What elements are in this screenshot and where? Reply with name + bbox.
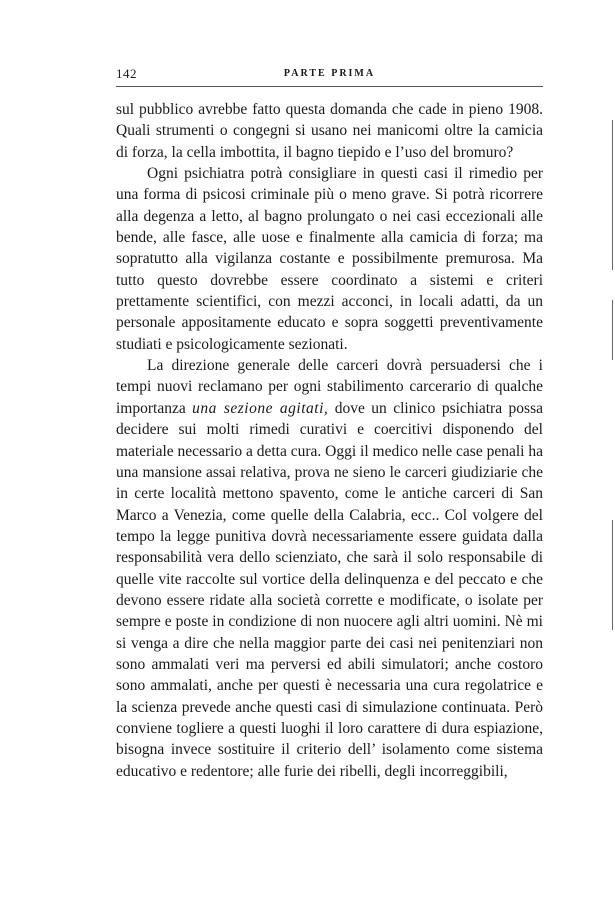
scan-edge-mark xyxy=(612,300,613,360)
running-head: PARTE PRIMA xyxy=(283,68,376,79)
header-rule xyxy=(116,86,543,87)
paragraph-2-text: Ogni psichiatra potrà consigliare in questi casi il rimedio per una forma di psicosi criminale più o meno grave. Si potrà ricorrere alla degenza a letto, al bagno prolungato o nei casi eccezionali alle bende, alle fasce, alle uose e finalmente alla camicia di forza; ma sopratutto alla vigilanza costante e possibilmente premurosa. Ma tutto questo dovrebbe essere coordinato a sistemi e criteri prettamente scientifici, con mezzi acconci, in locali adatti, da un personale appositamente educato e sopra soggetti preventivamente studiati e psicologicamente sezionati. xyxy=(116,165,543,353)
paragraph-3 xyxy=(116,355,543,782)
paragraph-3-text-before: La direzione generale delle carceri dovrà persuadersi che i tempi nuovi reclamano per ogni stabilimento carcerario di qualche importanza xyxy=(116,357,543,417)
body-text xyxy=(116,99,543,782)
italic-emphasis: una sezione agitati, xyxy=(192,399,329,417)
scan-edge-mark xyxy=(612,520,613,630)
paragraph-3-text-after: dove un clinico psichiatra possa decidere sui molti rimedi curativi e coercitivi disponendo del materiale necessario a detta cura. Oggi il medico nelle case penali ha una mansione assai relativa, prova ne sieno le carceri giudiziarie che in certe località mettono spavento, come le antiche carceri di San Marco a Venezia, come quelle della Calabria, ecc.. Col volgere del tempo la legge punitiva dovrà necessariamente essere guidata dalla responsabilità vera dello scienziato, che sarà il solo responsabile di quelle vite raccolte sul vortice della delinquenza e del peccato e che devono essere ridate alla società corrette e modificate, o isolate per sempre e poste in condizione di non nuocere agli altri uomini. Nè mi si venga a dire che nella maggior parte dei casi nei penitenziari non sono ammalati veri ma perversi ed abili simulatori; anche costoro sono ammalati, anche per questi è necessaria una cura regolatrice e la scienza prevede anche questi casi di simulazione continuata. Però conviene togliere a questi luoghi il loro carattere di dura espiazione, bisogna invece sostituire il criterio dell’ isolamento come sistema educativo e redentore; alle furie dei ribelli, degli incorreggibili, xyxy=(116,399,543,780)
paragraph-1 xyxy=(116,99,543,163)
paragraph-2 xyxy=(116,163,543,355)
scan-edge-mark xyxy=(612,120,613,270)
paragraph-1-text: sul pubblico avrebbe fatto questa domanda che cade in pieno 1908. Quali strumenti o congegni si usano nei manicomi oltre la camicia di forza, la cella imbottita, il bagno tiepido e l’uso del bromuro? xyxy=(116,101,543,161)
page-header xyxy=(116,66,543,84)
page-number: 142 xyxy=(116,66,137,81)
